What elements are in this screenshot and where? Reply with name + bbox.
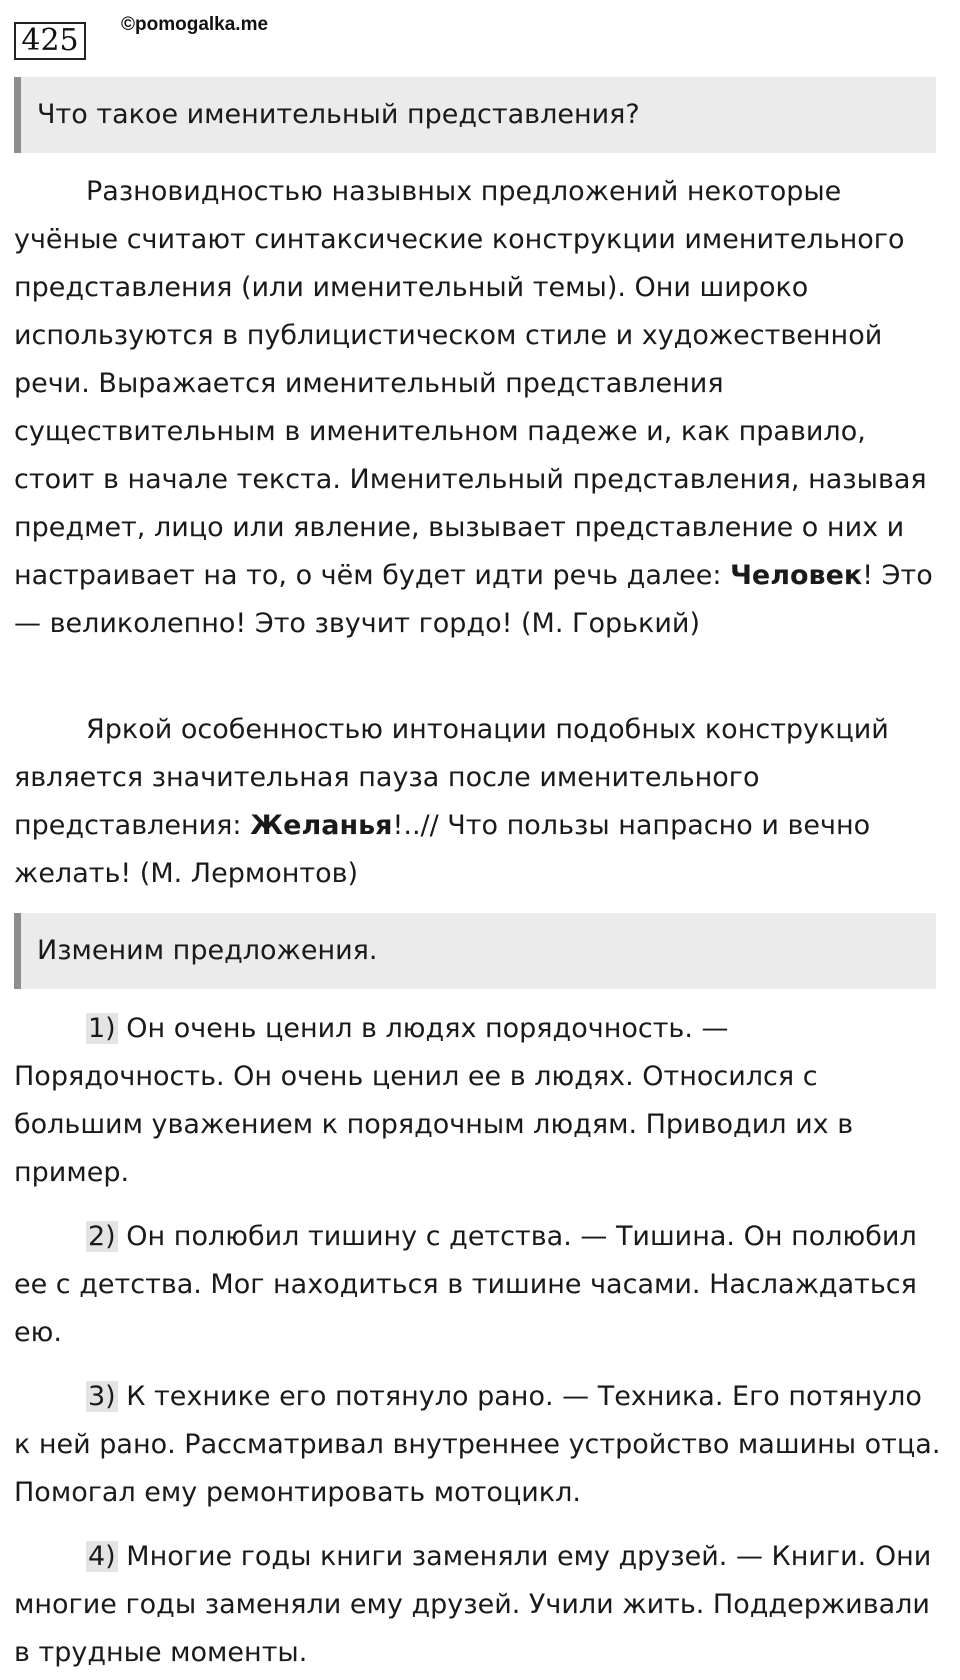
question-heading-1: Что такое именительный представления? bbox=[14, 77, 936, 153]
theory-text-after: ! Это — великолепно! Это звучит гордо! (М. Горький) bbox=[14, 560, 933, 639]
example-bold-word: Человек bbox=[730, 560, 863, 591]
answer-item-1 bbox=[14, 1005, 946, 1197]
example-bold-word: Желанья bbox=[250, 810, 393, 841]
answer-text: Он очень ценил в людях порядочность. — Порядочность. Он очень ценил ее в людях. Относился с большим уважением к порядочным людям. Приводил их в пример. bbox=[14, 1013, 854, 1188]
answer-text: К технике его потянуло рано. — Техника. Его потянуло к ней рано. Рассматривал внутреннее устройство машины отца. Помогал ему ремонтировать мотоцикл. bbox=[14, 1381, 941, 1508]
question-heading-2: Изменим предложения. bbox=[14, 913, 936, 989]
answer-number: 4) bbox=[88, 1541, 116, 1572]
answer-number: 3) bbox=[88, 1381, 116, 1412]
theory-paragraph-1 bbox=[14, 168, 946, 648]
answer-number: 2) bbox=[88, 1221, 116, 1252]
task-number-box: 425 bbox=[14, 22, 86, 60]
answer-item-2 bbox=[14, 1213, 946, 1357]
answer-text: Многие годы книги заменяли ему друзей. — Книги. Они многие годы заменяли ему друзей. Учили жить. Поддерживали в трудные моменты. bbox=[14, 1541, 932, 1668]
answer-item-3 bbox=[14, 1373, 946, 1517]
answer-text: Он полюбил тишину с детства. — Тишина. Он полюбил ее с детства. Мог находиться в тишине часами. Наслаждаться ею. bbox=[14, 1221, 917, 1348]
watermark: ©pomogalka.me bbox=[121, 14, 269, 35]
answer-number: 1) bbox=[88, 1013, 116, 1044]
theory-text-before: Яркой особенностью интонации подобных конструкций является значительная пауза после именительного представления: bbox=[14, 714, 889, 841]
answer-item-4 bbox=[14, 1533, 946, 1677]
theory-paragraph-2 bbox=[14, 706, 946, 898]
theory-text-before: Разновидностью назывных предложений некоторые учёные считают синтаксические конструкции именительного представления (или именительный темы). Они широко используются в публицистическом стиле и художественной речи. Выражается именительный представления существительным в именительном падеже и, как правило, стоит в начале текста. Именительный представления, называя предмет, лицо или явление, вызывает представление о них и настраивает на то, о чём будет идти речь далее: bbox=[14, 176, 927, 591]
theory-text-after: !..// Что пользы напрасно и вечно желать! (М. Лермонтов) bbox=[14, 810, 871, 889]
